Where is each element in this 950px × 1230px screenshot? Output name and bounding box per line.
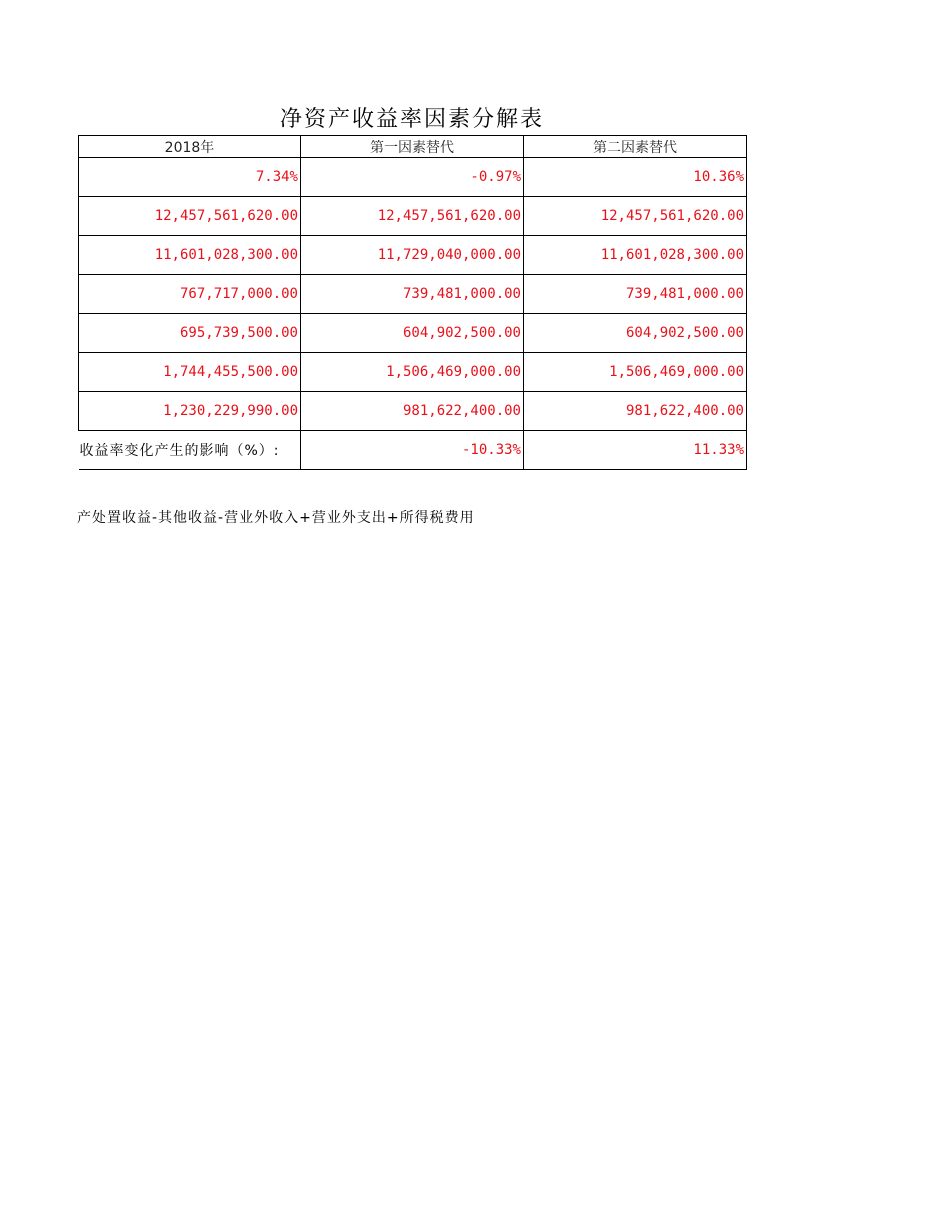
table-cell: 1,506,469,000.00 — [524, 353, 747, 392]
impact-label: 收益率变化产生的影响（%）: — [79, 431, 301, 470]
impact-value-first: -10.33% — [301, 431, 524, 470]
header-row — [79, 136, 747, 158]
impact-row — [79, 431, 747, 470]
table-row — [79, 158, 747, 197]
table-row — [79, 353, 747, 392]
table-cell: 11,729,040,000.00 — [301, 236, 524, 275]
table-cell: 767,717,000.00 — [79, 275, 301, 314]
table-row — [79, 197, 747, 236]
table-cell: 12,457,561,620.00 — [301, 197, 524, 236]
table-cell: -0.97% — [301, 158, 524, 197]
table-cell: 12,457,561,620.00 — [79, 197, 301, 236]
table-cell: 695,739,500.00 — [79, 314, 301, 353]
table-row — [79, 314, 747, 353]
table-cell: 1,506,469,000.00 — [301, 353, 524, 392]
table-cell: 981,622,400.00 — [524, 392, 747, 431]
header-first-substitution: 第一因素替代 — [301, 136, 524, 158]
header-second-substitution: 第二因素替代 — [524, 136, 747, 158]
table-cell: 1,744,455,500.00 — [79, 353, 301, 392]
footnote-formula: 产处置收益-其他收益-营业外收入+营业外支出+所得税费用 — [77, 510, 475, 526]
table-row — [79, 392, 747, 431]
table-row — [79, 275, 747, 314]
table-cell: 10.36% — [524, 158, 747, 197]
table-cell: 739,481,000.00 — [301, 275, 524, 314]
table-cell: 12,457,561,620.00 — [524, 197, 747, 236]
header-2018: 2018年 — [79, 136, 301, 158]
roe-decomposition-table — [78, 135, 747, 470]
page-title: 净资产收益率因素分解表 — [279, 107, 544, 132]
table-cell: 11,601,028,300.00 — [524, 236, 747, 275]
impact-value-second: 11.33% — [524, 431, 747, 470]
table-cell: 981,622,400.00 — [301, 392, 524, 431]
table-cell: 11,601,028,300.00 — [79, 236, 301, 275]
table-cell: 604,902,500.00 — [524, 314, 747, 353]
table-row — [79, 236, 747, 275]
table-cell: 1,230,229,990.00 — [79, 392, 301, 431]
table-cell: 604,902,500.00 — [301, 314, 524, 353]
table-cell: 7.34% — [79, 158, 301, 197]
table-cell: 739,481,000.00 — [524, 275, 747, 314]
